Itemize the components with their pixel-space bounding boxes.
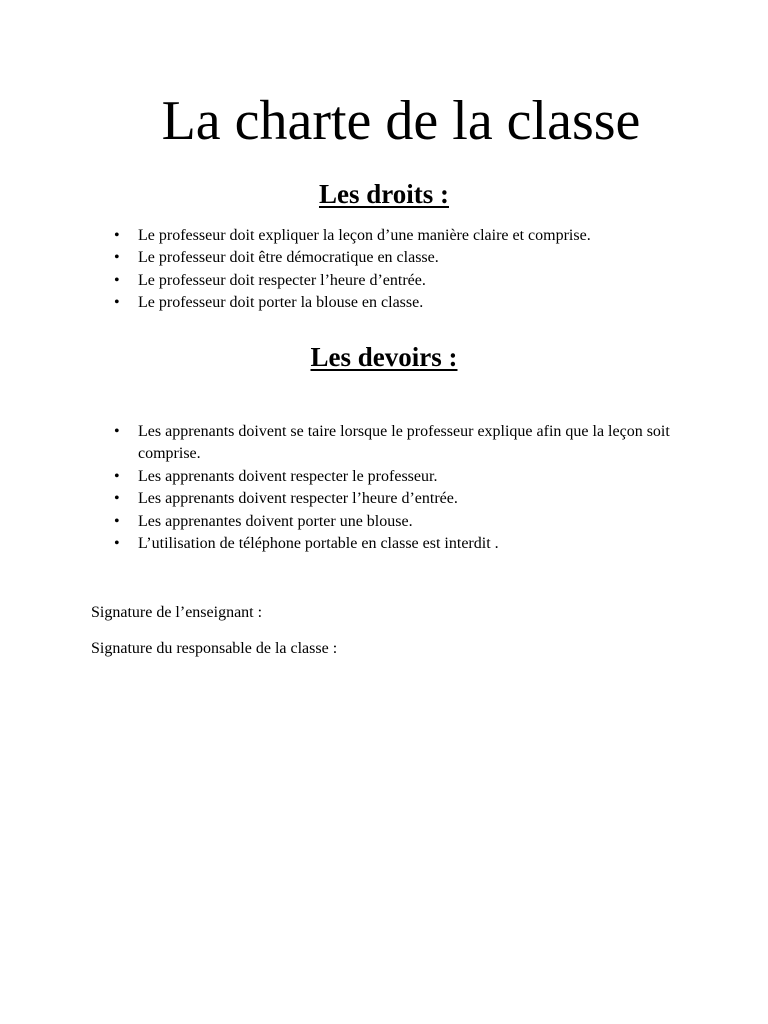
document-title: La charte de la classe (161, 90, 641, 152)
section-heading-droits: Les droits : (318, 179, 449, 209)
list-item: • Le professeur doit respecter l’heure d’entrée. (138, 270, 698, 292)
signature-teacher-label: Signature de l’enseignant : (91, 604, 263, 621)
list-item: • L’utilisation de téléphone portable en classe est interdit . (138, 533, 698, 555)
list-item: • Le professeur doit expliquer la leçon d’une manière claire et comprise. (138, 225, 698, 247)
signature-responsible-label: Signature du responsable de la classe : (91, 640, 338, 657)
list-item: • Les apprenants doivent se taire lorsque le professeur explique afin que la leçon soit comprise. (138, 421, 698, 466)
list-item: • Les apprenants doivent respecter l’heure d’entrée. (138, 488, 698, 510)
list-item: • Le professeur doit être démocratique en classe. (138, 247, 698, 269)
list-item: • Le professeur doit porter la blouse en classe. (138, 292, 698, 314)
section-heading-devoirs: Les devoirs : (310, 342, 458, 372)
droits-list (138, 225, 698, 315)
devoirs-list (138, 421, 698, 555)
list-item: • Les apprenants doivent respecter le professeur. (138, 466, 698, 488)
list-item: • Les apprenantes doivent porter une blouse. (138, 511, 698, 533)
